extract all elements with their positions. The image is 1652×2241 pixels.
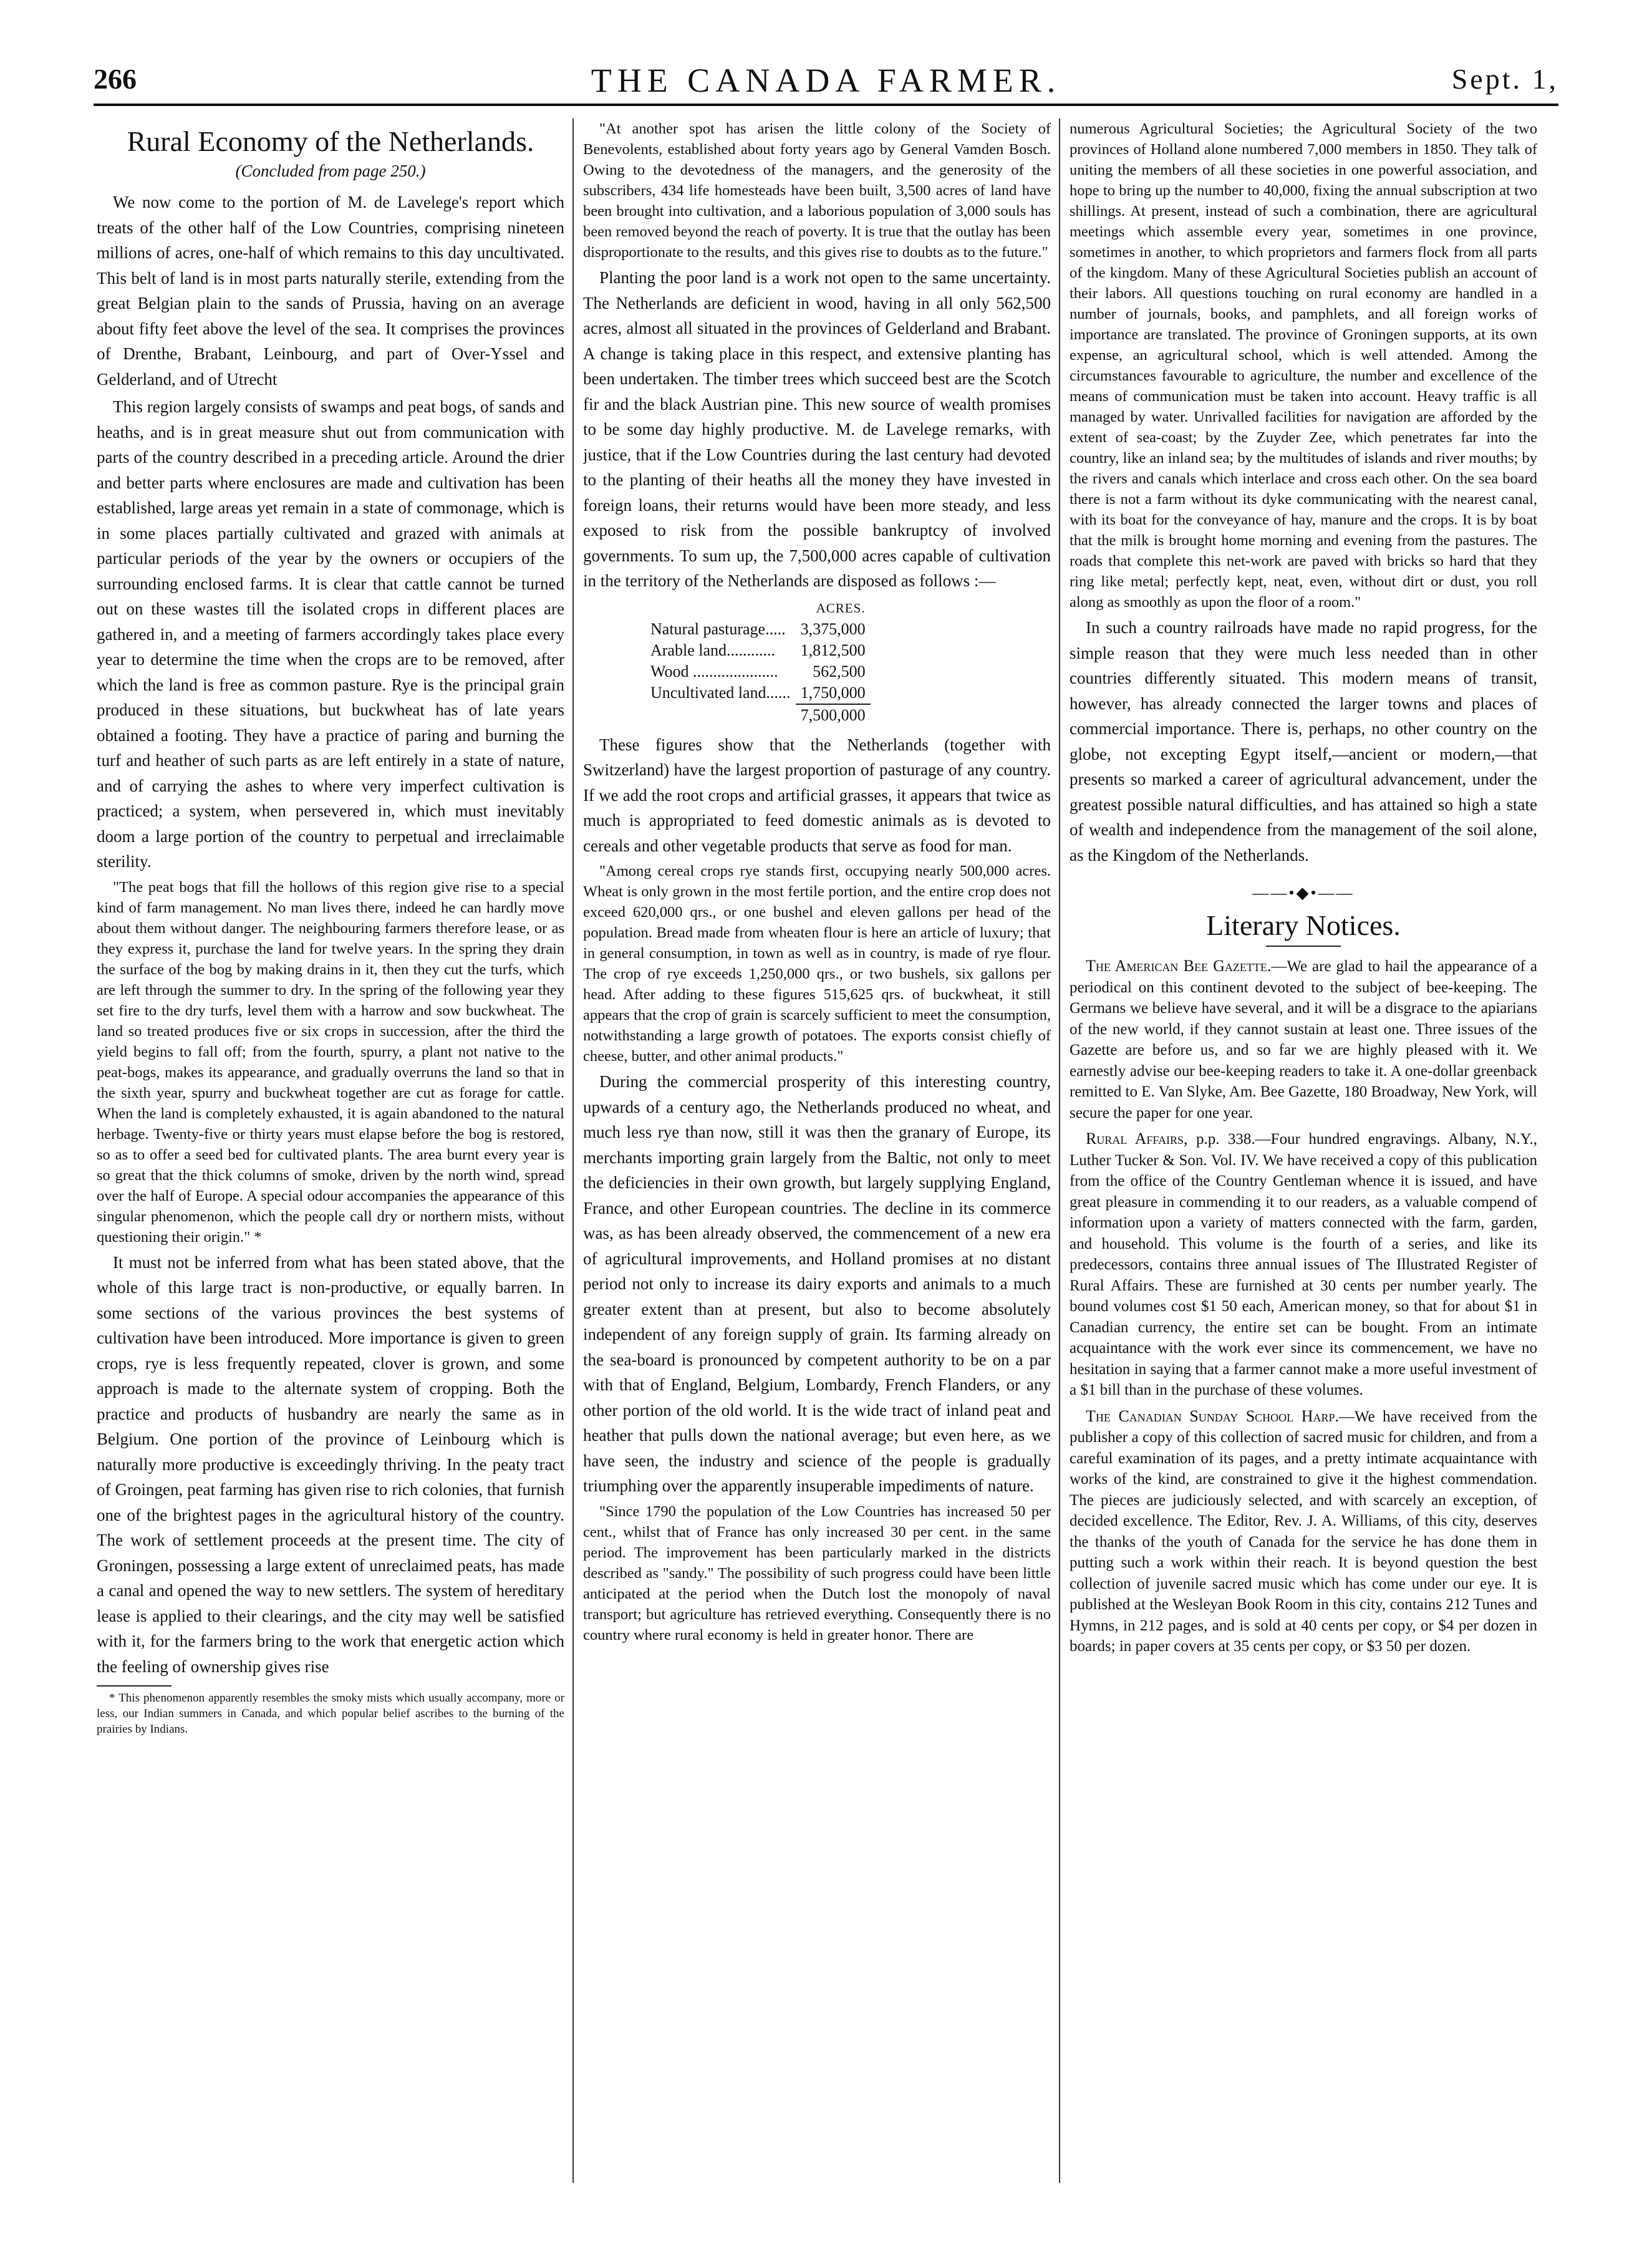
literary-notice	[1070, 1406, 1537, 1657]
table-value: 3,375,000	[800, 619, 866, 638]
section-ornament: ——•◆•——	[1252, 884, 1355, 902]
notice-lead: The Canadian Sunday School Harp.	[1086, 1406, 1340, 1425]
table-label: Arable land............	[650, 641, 776, 659]
column-divider	[572, 119, 574, 2183]
table-value: 1,812,500	[800, 641, 866, 659]
article-paragraph: It must not be inferred from what has been stated above, that the whole of this large tract is non-productive, or equally barren. In some sections of the various provinces the best systems of cultivation have been introduced. More importance is given to green crops, rye is less frequently repeated, clover is grown, and some approach is made to the alternate system of cropping. Both the practice and products of husbandry are nearly the same as in Belgium. One portion of the province of Leinbourg which is naturally more productive is exceedingly thriving. In the peaty tract of Groingen, peat farming has given rise to rich colonies, that furnish one of the brightest pages in the agricultural history of the country. The work of settlement proceeds at the present time. The city of Groningen, possessing a large extent of unreclaimed peats, has made a canal and opened the way to new settlers. The system of hereditary lease is applied to their clearings, and the city may well be satisfied with it, for the farmers bring to the work that energetic action which the feeling of ownership gives rise	[97, 1252, 564, 1676]
article-paragraph: During the commercial prosperity of this interesting country, upwards of a century ago, the Netherlands produced no wheat, and much less rye than now, still it was then the granary of Europe, its merchants importing grain largely from the Baltic, not only to meet the deficiencies in their own growth, but largely supplying England, France, and other European countries. The decline in its commerce was, as has been already observed, the commencement of a new era of agricultural improvements, and Holland promises at no distant period not only to increase its dairy exports and animals to a much greater extent than at present, but also to become absolutely independent of any foreign supply of grain. Its farming already on the sea-board is pronounced by competent authority to be on a par with that of England, Belgium, Lombardy, French Flanders, or any other portion of the old world. It is the wide tract of inland peat and heather that pulls down the national average; but even here, as we have seen, the industry and science of the people is gradually triumphing over the apparently insuperable impediments of nature.	[583, 1072, 1051, 1495]
table-value: 562,500	[813, 662, 866, 680]
article-paragraph: This region largely consists of swamps and peat bogs, of sands and heaths, and is in great measure shut out from communication with parts of the country described in a preceding article. Around the drier and better parts where enclosures are made and cultivation has been established, large areas yet remain in a state of commonage, which is in some places partially cultivated and grazed with animals at particular periods of the year by the owners or occupiers of the surrounding enclosed farms. It is clear that cattle cannot be turned out on these wastes till the isolated crops in different places are gathered in, and a meeting of farmers accordingly takes place every year to determine the time when the crops are to be removed, after which the land is free as common pasture. Rye is the principal grain produced in these situations, but buckwheat has of late years obtained a footing. They have a practice of paring and burning the turf and heather of such parts as are left entirely in a state of nature, and of carrying the ashes to where very imperfect cultivation is practiced; a system, when persevered in, which must inevitably doom a large portion of the country to perpetual and irreclaimable sterility.	[97, 397, 564, 871]
quoted-passage: "The peat bogs that fill the hollows of this region give rise to a special kind of farm management. No man lives there, indeed he can hardly move about them without danger. The neighbouring farmers therefore lease, or as they express it, purchase the land for twelve years. In the spring they drain the surface of the bog by making drains in it, then they cut the turfs, which are left through the summer to dry. In the spring of the following year they set fire to the dry turfs, level them with a harrow and sow buckwheat. The land so treated produces five or six crops in succession, after the third the yield begins to fall off; from the fourth, spurry, a plant not native to the peat-bogs, makes its appearance, and gradually overruns the land so that in the sixth year, spurry and buckwheat together are cut as forage for cattle. When the land is completely exhausted, it is again abandoned to the natural herbage. Twenty-five or thirty years must elapse before the bog is restored, so as to offer a seed bed for cultivated plants. The area burnt every year is so great that the thick columns of smoke, driven by the north wind, spread over the half of Europe. A special odour accompanies the appearance of this singular phenomenon, which the people call dry or northern mists, without questioning their origin." *	[97, 878, 564, 1246]
column-divider	[1059, 119, 1060, 2183]
title-rule	[1266, 946, 1341, 947]
article-paragraph: These figures show that the Netherlands (together with Switzerland) have the largest proportion of pasturage of any country. If we add the root crops and artificial grasses, it appears that twice as much is appropriated to feed domestic animals as is devoted to cereals and other vegetable products that serve as food for man.	[583, 735, 1051, 855]
column-1	[97, 119, 564, 2195]
table-value: 1,750,000	[800, 683, 866, 702]
column-3	[1070, 119, 1537, 2195]
table-row	[645, 682, 871, 704]
issue-date: Sept. 1,	[1451, 63, 1558, 95]
acreage-table	[645, 598, 871, 726]
article-paragraph: Planting the poor land is a work not open to the same uncertainty. The Netherlands are deficient in wood, having in all only 562,500 acres, almost all situated in the provinces of Gelderland and Brabant. A change is taking place in this respect, and extensive planting has been undertaken. The timber trees which succeed best are the Scotch fir and the black Austrian pine. This new source of wealth promises to be some day highly productive. M. de Lavelege remarks, with justice, that if the Low Countries during the last century had devoted to the planting of their heaths all the money they have invested in foreign loans, their returns would have been more steady, and less exposed to risk from the possible bankruptcy of involved governments. To sum up, the 7,500,000 acres capable of cultivation in the territory of the Netherlands are disposed as follows :—	[583, 268, 1051, 590]
footnote: * This phenomenon apparently resembles the smoky mists which usually accompany, more or less, our Indian summers in Canada, and which popular belief ascribes to the burning of the prairies by Indians.	[97, 1692, 564, 1736]
table-row	[645, 619, 871, 640]
article-paragraph: In such a country railroads have made no rapid progress, for the simple reason that they were much less needed than in other countries differently situated. This modern means of transit, however, has already connected the larger towns and places of commercial importance. There is, perhaps, no other country on the globe, not excepting Egypt itself,—ancient or modern,—that presents so marked a career of agricultural advancement, under the greatest possible natural difficulties, and has attained so high a state of wealth and independence from the management of the soil alone, as the Kingdom of the Netherlands.	[1070, 618, 1537, 864]
notice-text: p.p. 338.—Four hundred engravings. Albany, N.Y., Luther Tucker & Son. Vol. IV. We have received a copy of this publication from the office of the Country Gentleman whence it is issued, and have great pleasure in commending it to our readers, as a valuable compend of information upon a variety of matters connected with the farm, garden, and household. This volume is the fourth of a series, and like its predecessors, contains three annual issues of The Illustrated Register of Rural Affairs. These are furnished at 30 cents per number yearly. The bound volumes cost $1 50 each, American money, so that for about $1 in Canadian currency, the entire set can be bought. From an intimate acquaintance with the work ever since its commencement, we have no hesitation in saying that a farmer cannot make a more useful investment of a $1 bill than in the purchase of these volumes.	[1070, 1131, 1537, 1398]
quoted-passage-continued: numerous Agricultural Societies; the Agricultural Society of the two provinces of Holland alone numbered 7,000 members in 1850. They talk of uniting the members of all these societies in one powerful association, and hope to bring up the number to 40,000, fixing the annual subscription at two shillings. At present, instead of such a combination, there are agricultural meetings which assemble every year, sometimes in one province, sometimes in another, to which proprietors and farmers flock from all parts of the kingdom. Many of these Agricultural Societies publish an account of their labors. All questions touching on rural economy are handled in a number of journals, books, and pamphlets, and all foreign works of importance are translated. The province of Groningen supports, at its own expense, an agricultural school, which is well attended. Among the circumstances favourable to agriculture, the number and excellence of the means of communication must be taken into account. Heavy traffic is all managed by water. Unrivalled facilities for navigation are afforded by the extent of sea-coast; by the Zuyder Zee, which penetrates far into the country, like an inland sea; by the multitudes of islands and river mouths; by the rivers and canals which interlace and cross each other. On the sea board there is not a farm without its dyke communicating with the nearest canal, with its boat for the conveyance of hay, manure and the crops. It is by boat that the milk is brought home morning and evening from the pastures. The roads that complete this net-work are paved with bricks so hard that they ring like metal; perfectly kept, neat, even, without dirt or dust, you roll along as smoothly as upon the floor of a room."	[1070, 120, 1537, 611]
masthead-title: THE CANADA FARMER.	[591, 62, 1061, 99]
header-rule	[94, 104, 1558, 106]
quoted-passage: "At another spot has arisen the little colony of the Society of Benevolents, established about forty years ago by General Vamden Bosch. Owing to the devotedness of the managers, and the generosity of the subscribers, 434 life homesteads have been built, 3,500 acres of land have been brought into cultivation, and a laborious population of 3,000 souls has been removed beyond the reach of poverty. It is true that the outlay has been disproportionate to the results, and this gives rise to doubts as to the future."	[583, 120, 1051, 261]
table-label: Natural pasturage.....	[650, 619, 786, 638]
table-label: Wood .....................	[650, 662, 778, 680]
literary-notices-title: Literary Notices.	[1206, 909, 1401, 941]
page-header	[0, 0, 1652, 100]
footnote-rule	[97, 1685, 171, 1687]
article-subtitle: (Concluded from page 250.)	[235, 162, 426, 180]
column-2	[583, 119, 1051, 2195]
notice-text: —We have received from the publisher a copy of this collection of sacred music for children, and from a careful examination of its pages, and a pretty intimate acquaintance with works of the kind, are constrained to give it the highest commendation. The pieces are judiciously selected, and with scarcely an exception, of decided excellence. The Editor, Rev. J. A. Williams, of this city, deserves the thanks of the youth of Canada for the service he has done them in putting such a work within their reach. It is beyond question the best collection of juvenile sacred music which has come under our eye. It is published at the Wesleyan Book Room in this city, contains 212 Tunes and Hymns, in 212 pages, and is sold at 40 cents per copy, or $4 per dozen in boards; in paper covers at 35 cents per copy, or $3 50 per dozen.	[1070, 1408, 1537, 1655]
quoted-passage: "Since 1790 the population of the Low Countries has increased 50 per cent., whilst that of France has only increased 30 per cent. in the same period. The improvement has been particularly marked in the districts described as "sandy." The possibility of such progress could have been little anticipated at the period when the Dutch lost the monopoly of naval transport; but agriculture has retrieved everything. Consequently there is no country where rural economy is held in greater honor. There are	[583, 1503, 1051, 1643]
article-title: Rural Economy of the Netherlands.	[127, 125, 534, 157]
literary-notice	[1070, 1128, 1537, 1401]
table-row	[645, 661, 871, 682]
table-total-row	[645, 704, 871, 726]
table-unit: ACRES.	[816, 600, 866, 616]
literary-notice	[1070, 956, 1537, 1123]
table-row	[645, 640, 871, 661]
notice-lead: Rural Affairs,	[1086, 1130, 1188, 1148]
table-total: 7,500,000	[796, 704, 871, 726]
table-label: Uncultivated land......	[650, 684, 791, 702]
quoted-passage: "Among cereal crops rye stands first, occupying nearly 500,000 acres. Wheat is only grown in the most fertile portion, and the entire crop does not exceed 620,000 qrs., or one bushel and eleven gallons per head of the population. Bread made from wheaten flour is here an article of luxury; that in general consumption, in town as well as in country, is made of rye flour. The crop of rye exceeds 1,250,000 qrs., or two bushels, six gallons per head. After adding to these figures 515,625 qrs. of buckwheat, it still appears that the crop of grain is scarcely sufficient to meet the consumption, notwithstanding a large growth of potatoes. The exports consist chiefly of cheese, butter, and other animal products."	[583, 863, 1051, 1065]
notice-lead: The American Bee Gazette.	[1086, 957, 1272, 975]
article-paragraph: We now come to the portion of M. de Lavelege's report which treats of the other half of the Low Countries, comprising nineteen millions of acres, one-half of which remains to this day uncultivated. This belt of land is in most parts naturally sterile, extending from the great Belgian plain to the sands of Prussia, having on an average about fifty feet above the level of the sea. It comprises the provinces of Drenthe, Brabant, Leinbourg, and part of Over-Yssel and Gelderland, and of Utrecht	[97, 193, 564, 389]
page-number: 266	[94, 63, 137, 95]
notice-text: —We are glad to hail the appearance of a periodical on this continent devoted to the subject of bee-keeping. The Germans we believe have several, and it will be a disgrace to the apiarians of the new world, if they cannot sustain at least one. Three issues of the Gazette are before us, and so far we are highly pleased with it. We earnestly advise our bee-keeping readers to take it. A one-dollar greenback remitted to E. Van Slyke, Am. Bee Gazette, 180 Broadway, New York, will secure the paper for one year.	[1070, 958, 1537, 1121]
